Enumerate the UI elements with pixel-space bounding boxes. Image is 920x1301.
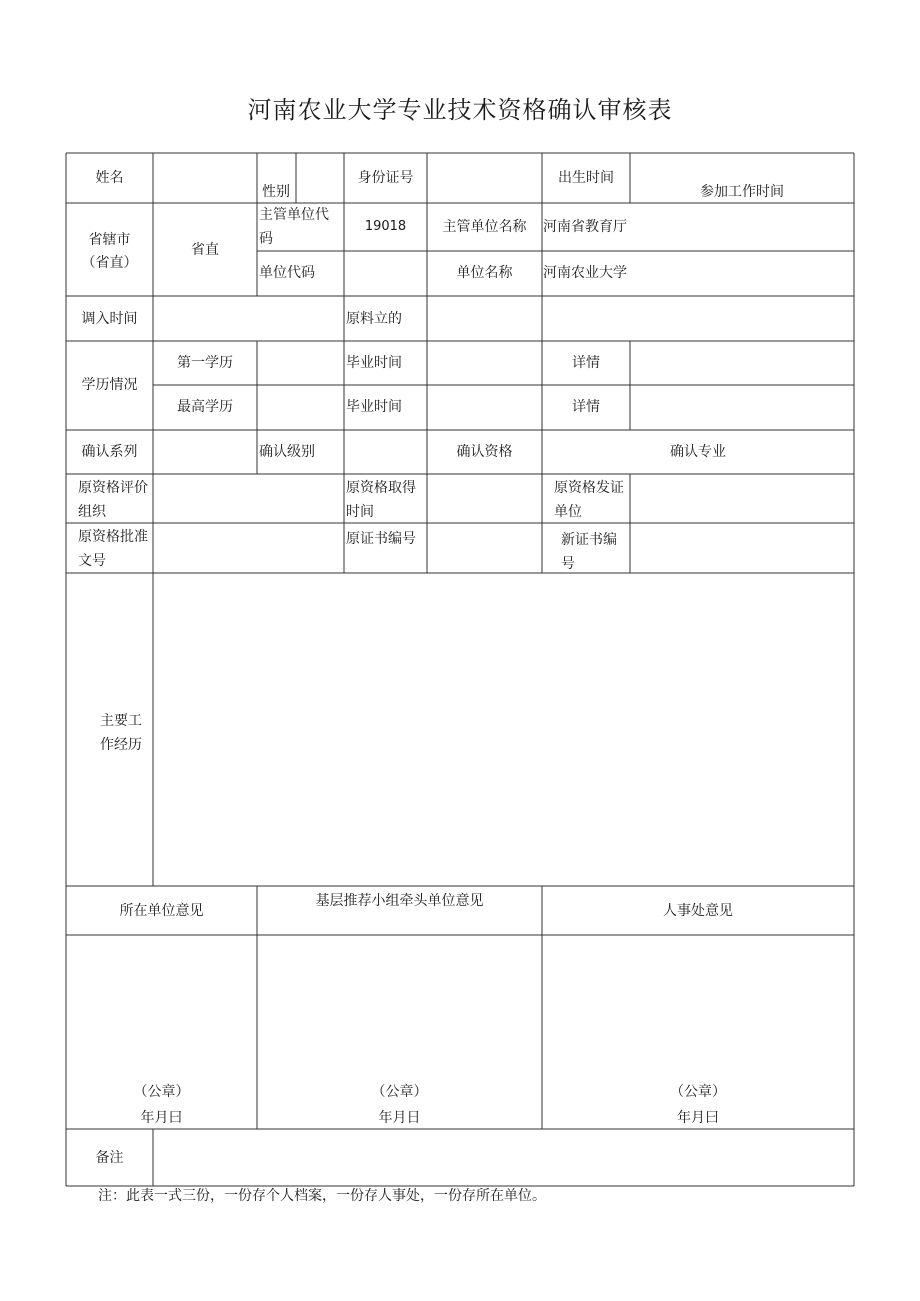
hr-opinion-label: 人事处意见 <box>663 903 733 919</box>
file-established-label: 原料立的 <box>346 311 402 327</box>
footnote: 注：此表一式三份，一份存个人档案，一份存人事处，一份存所在单位。 <box>98 1188 546 1204</box>
first-degree-label: 第一学历 <box>177 355 233 371</box>
details-label-1: 详情 <box>572 355 600 371</box>
work-start-label: 参加工作时间 <box>700 184 784 200</box>
unit-code-label: 单位代码 <box>259 265 315 281</box>
orig-eval-org-label: 原资格评价组织 <box>78 480 148 520</box>
confirm-major-label: 确认专业 <box>670 444 726 460</box>
birth-label: 出生时间 <box>558 170 614 186</box>
name-label: 姓名 <box>95 170 124 186</box>
new-cert-no-label: 新证书编号 <box>561 532 617 572</box>
hr-seal-text: （公章） <box>670 1084 726 1100</box>
orig-obtain-time-label: 原资格取得时间 <box>346 480 416 520</box>
dept-code-label: 主管单位代码 <box>259 207 329 247</box>
id-number-label: 身份证号 <box>357 170 414 186</box>
group-seal-text: （公章） <box>371 1084 428 1100</box>
gender-label: 性别 <box>262 184 290 200</box>
confirm-qualification-label: 确认资格 <box>456 444 513 460</box>
dept-code-value: 19018 <box>364 219 407 234</box>
details-label-2: 详情 <box>572 399 600 415</box>
transfer-time-label: 调入时间 <box>81 311 138 327</box>
hr-date-text: 年月曰 <box>677 1110 719 1126</box>
province-label-line2: （省直） <box>81 255 138 271</box>
graduation-time-label-2: 毕业时间 <box>346 399 402 415</box>
work-history-label: 主要工作经历 <box>100 713 142 753</box>
unit-seal-text: （公章） <box>133 1084 190 1100</box>
unit-opinion-label: 所在单位意见 <box>119 903 204 919</box>
orig-cert-no-label: 原证书编号 <box>346 531 416 547</box>
unit-date-text: 年月曰 <box>140 1110 183 1126</box>
group-date-text: 年月日 <box>378 1110 421 1126</box>
highest-degree-label: 最高学历 <box>177 399 233 415</box>
remarks-label: 备注 <box>95 1150 124 1166</box>
form-title: 河南农业大学专业技术资格确认审核表 <box>247 96 673 124</box>
graduation-time-label-1: 毕业时间 <box>346 355 402 371</box>
orig-approval-no-label: 原资格批准文号 <box>78 529 148 569</box>
province-value: 省直 <box>191 242 219 258</box>
province-label-line1: 省辖市 <box>88 232 131 248</box>
dept-name-value: 河南省教育厅 <box>543 219 627 235</box>
dept-name-label: 主管单位名称 <box>442 219 527 235</box>
orig-issuer-label: 原资格发证单位 <box>554 480 624 520</box>
unit-name-label: 单位名称 <box>456 265 513 281</box>
education-label: 学历情况 <box>81 377 138 393</box>
unit-name-value: 河南农业大学 <box>543 265 627 281</box>
group-opinion-label: 基层推荐小组牵头单位意见 <box>315 893 484 909</box>
confirm-level-label: 确认级别 <box>259 444 315 460</box>
confirm-series-label: 确认系列 <box>81 444 138 460</box>
